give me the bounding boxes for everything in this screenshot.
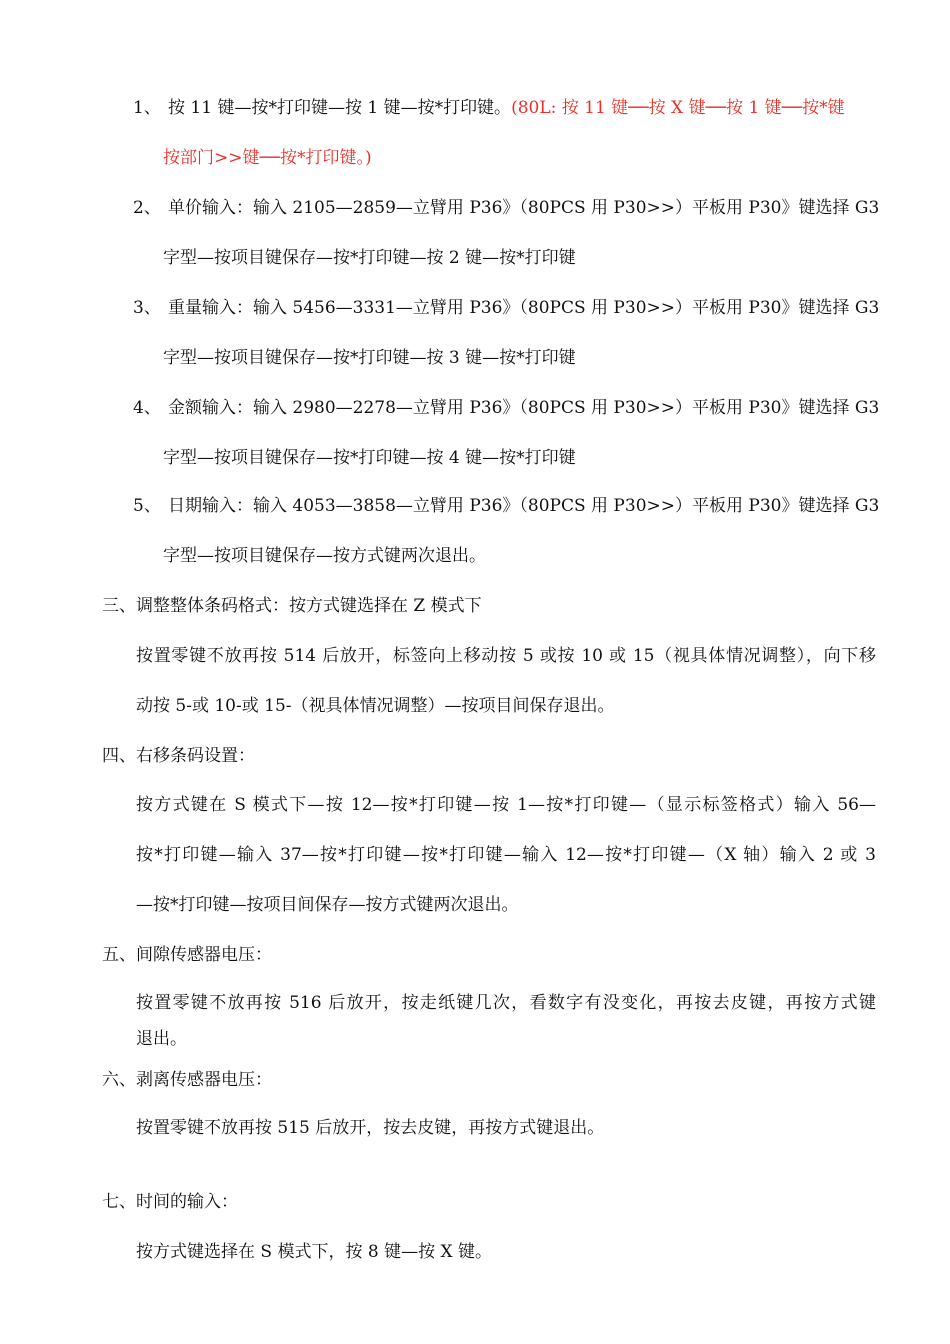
- section-3-paragraph: 按置零键不放再按 514 后放开，标签向上移动按 5 或按 10 或 15（视具体情况调整），向下移: [136, 646, 876, 666]
- section-4-paragraph-line-3: —按*打印键—按项目间保存—按方式键两次退出。: [136, 895, 519, 915]
- section-heading-7: 七、时间的输入：: [102, 1192, 238, 1212]
- item-number: 2、: [133, 198, 161, 218]
- section-heading-3: 三、调整整体条码格式：按方式键选择在 Z 模式下: [102, 596, 482, 616]
- section-3-paragraph-continued: 动按 5-或 10-或 15-（视具体情况调整）—按项目间保存退出。: [136, 696, 615, 716]
- item-number: 5、: [133, 496, 161, 516]
- highlight-note-continued: 按部门>>键──按*打印键。): [163, 148, 372, 168]
- list-item-5: 日期输入：输入 4053—3858—立臂用 P36》（80PCS 用 P30>>）平板用 P30》键选择 G3: [168, 496, 880, 516]
- item-number: 1、: [133, 98, 161, 118]
- list-item-1: [168, 96, 876, 120]
- item-number: 4、: [133, 398, 161, 418]
- list-item-3: 重量输入：输入 5456—3331—立臂用 P36》（80PCS 用 P30>>）平板用 P30》键选择 G3: [168, 298, 880, 318]
- item-text: 按 11 键—按*打印键—按 1 键—按*打印键。: [168, 98, 512, 118]
- section-5-paragraph-continued: 退出。: [136, 1029, 187, 1049]
- list-item-2-continued: 字型—按项目键保存—按*打印键—按 2 键—按*打印键: [163, 248, 576, 268]
- section-heading-4: 四、右移条码设置：: [102, 746, 255, 766]
- section-4-paragraph-line-2: 按*打印键—输入 37—按*打印键—按*打印键—输入 12—按*打印键—（X 轴）输入 2 或 3: [136, 845, 876, 865]
- section-7-paragraph: 按方式键选择在 S 模式下，按 8 键—按 X 键。: [136, 1242, 492, 1262]
- item-number: 3、: [133, 298, 161, 318]
- list-item-5-continued: 字型—按项目键保存—按方式键两次退出。: [163, 546, 486, 566]
- section-5-paragraph: 按置零键不放再按 516 后放开，按走纸键几次，看数字有没变化，再按去皮键，再按方式键: [136, 993, 876, 1013]
- section-6-paragraph: 按置零键不放再按 515 后放开，按去皮键，再按方式键退出。: [136, 1118, 605, 1138]
- highlight-note: (80L: 按 11 键──按 X 键──按 1 键──按*键: [511, 98, 845, 118]
- list-item-3-continued: 字型—按项目键保存—按*打印键—按 3 键—按*打印键: [163, 348, 576, 368]
- list-item-4: 金额输入：输入 2980—2278—立臂用 P36》（80PCS 用 P30>>）平板用 P30》键选择 G3: [168, 398, 880, 418]
- section-heading-6: 六、剥离传感器电压：: [102, 1070, 272, 1090]
- section-heading-5: 五、间隙传感器电压：: [102, 945, 272, 965]
- list-item-4-continued: 字型—按项目键保存—按*打印键—按 4 键—按*打印键: [163, 448, 576, 468]
- section-4-paragraph: 按方式键在 S 模式下—按 12—按*打印键—按 1—按*打印键—（显示标签格式）输入 56—: [136, 795, 876, 815]
- list-item-2: 单价输入：输入 2105—2859—立臂用 P36》（80PCS 用 P30>>）平板用 P30》键选择 G3: [168, 198, 880, 218]
